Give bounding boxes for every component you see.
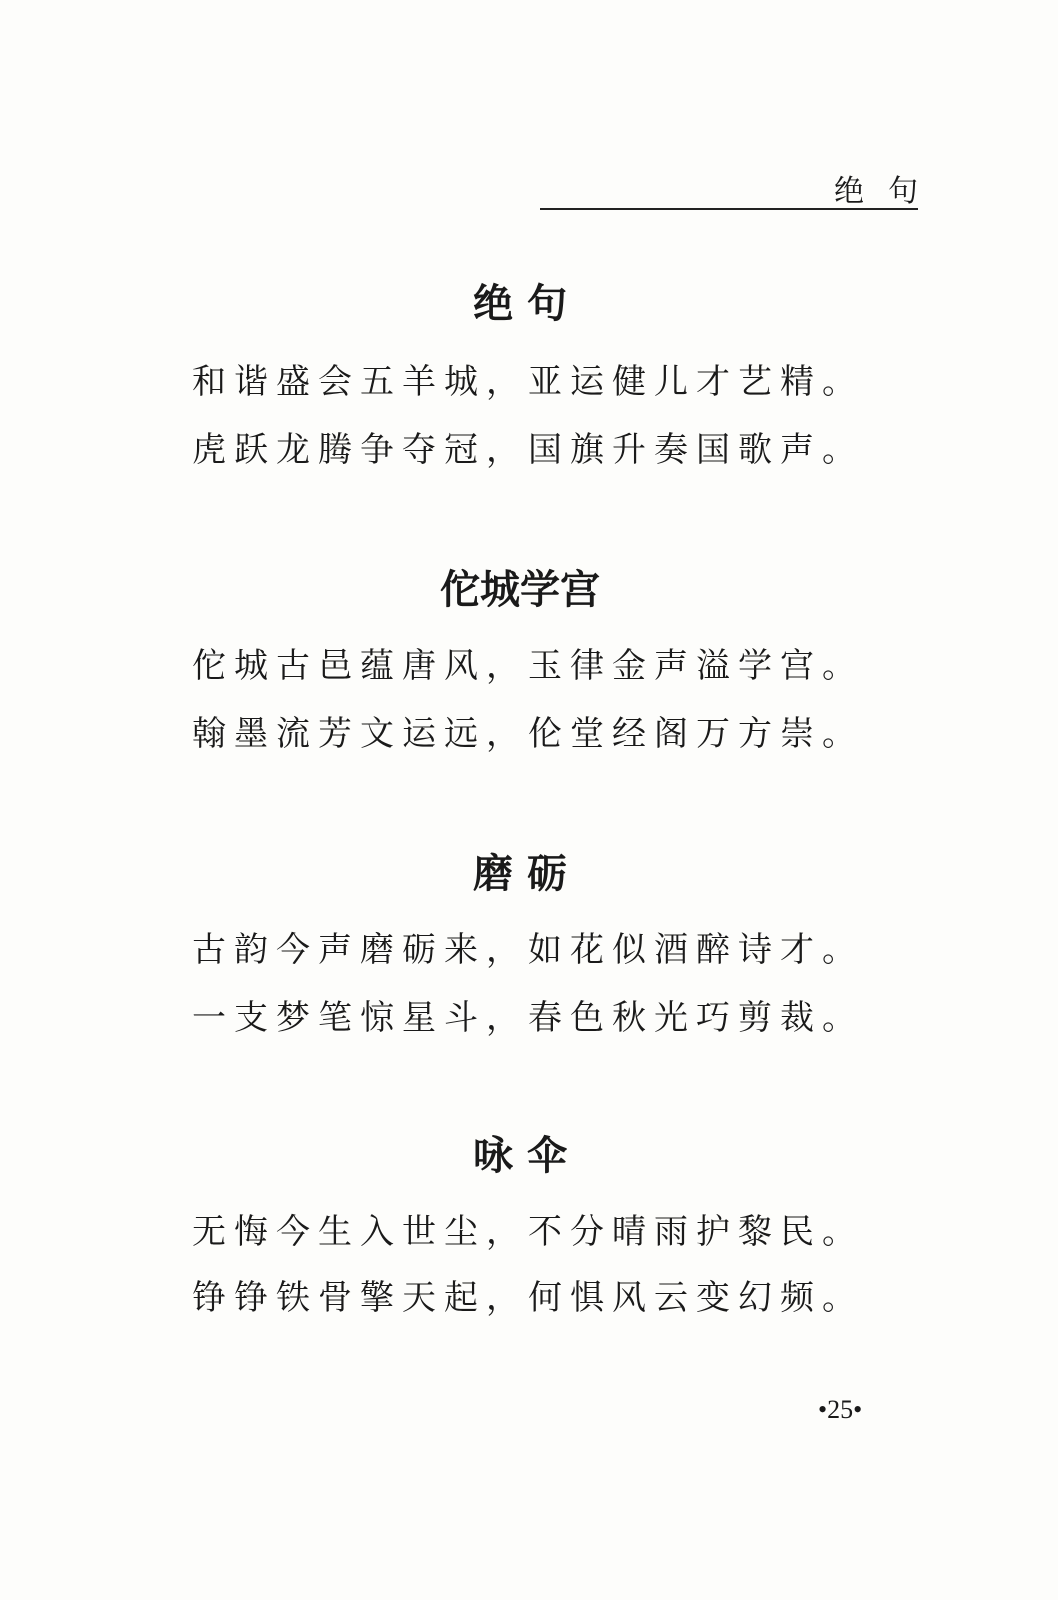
poem-line: 古韵今声磨砺来，如花似酒醉诗才。: [192, 930, 864, 970]
poem-line: 翰墨流芳文运远，伦堂经阁万方崇。: [192, 714, 864, 754]
poem-line: 虎跃龙腾争夺冠，国旗升奏国歌声。: [192, 430, 864, 470]
poem-title: 绝 句: [473, 281, 567, 327]
poem-line: 铮铮铁骨擎天起，何惧风云变幻频。: [192, 1278, 864, 1318]
poem-title: 佗城学宫: [440, 567, 600, 613]
poem-line: 无悔今生入世尘，不分晴雨护黎民。: [192, 1212, 864, 1252]
running-head: [540, 160, 942, 210]
running-head-title: 绝句: [834, 174, 942, 209]
poem-line: 和谐盛会五羊城，亚运健儿才艺精。: [192, 362, 864, 402]
poem-title: 磨 砺: [473, 851, 567, 897]
poem-line: 佗城古邑蕴唐风，玉律金声溢学宫。: [192, 646, 864, 686]
poem-title: 咏 伞: [473, 1133, 567, 1179]
page-number: •25•: [818, 1395, 863, 1424]
poem-line: 一支梦笔惊星斗，春色秋光巧剪裁。: [192, 998, 864, 1038]
